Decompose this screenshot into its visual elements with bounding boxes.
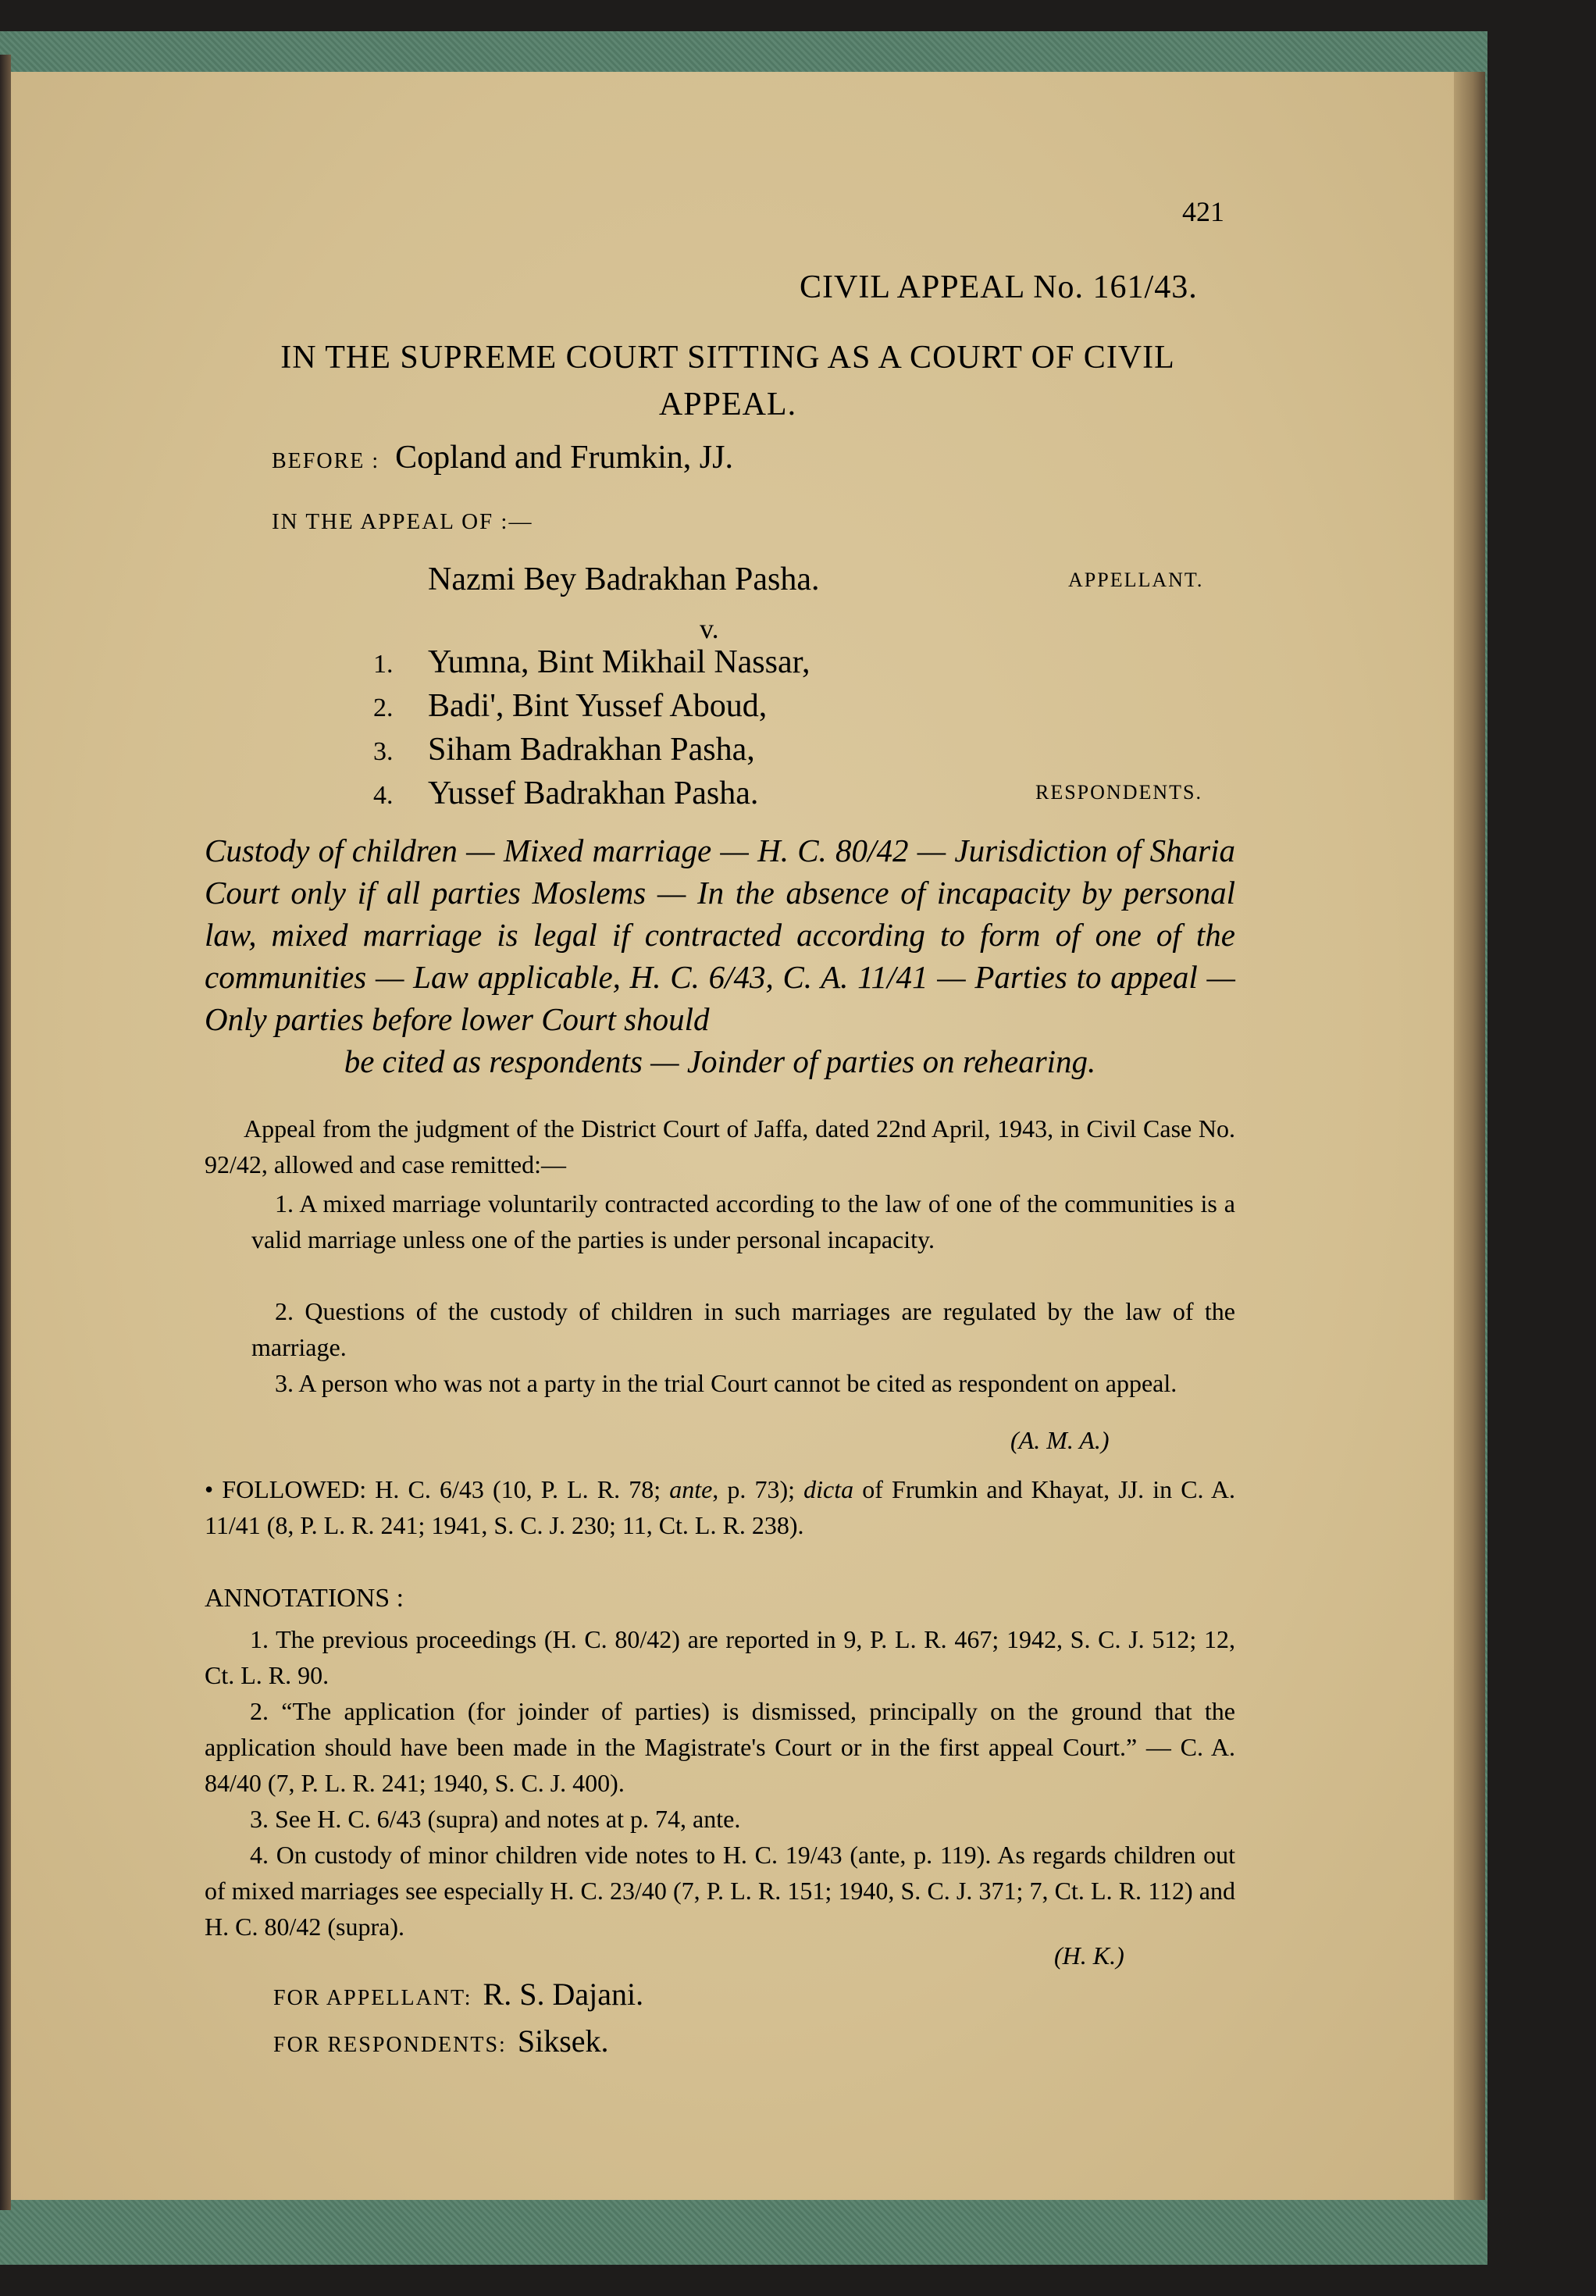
counsel-name: Siksek.: [517, 2023, 609, 2059]
counsel-name: R. S. Dajani.: [483, 1977, 644, 2012]
respondent-number: 2.: [373, 693, 394, 722]
counsel-label: FOR RESPONDENTS:: [273, 2033, 507, 2057]
before-label: BEFORE :: [272, 449, 380, 473]
editor-initials: (A. M. A.): [1010, 1426, 1110, 1454]
case-number: CIVIL APPEAL No. 161/43.: [800, 269, 1198, 305]
respondent-number: 3.: [373, 737, 394, 766]
followed-ante: ante: [669, 1475, 713, 1503]
headnote-text: Custody of children — Mixed marriage — H. C. 80/42 — Jurisdiction of Sharia Court only if all parties Moslems — In the absence of incapacity by personal law, mixed marriage is legal if contracted according to form of one of the communities — Law applicable, H. C. 6/43, C. A. 11/41 — Parties to appeal — Only parties before lower Court should: [205, 832, 1235, 1037]
counsel-appellant: [273, 1976, 643, 2013]
versus: v.: [700, 613, 719, 644]
holding-item: 1. A mixed marriage voluntarily contracted according to the law of one of the communities is a valid marriage unless one of the parties is under personal incapacity.: [251, 1189, 1235, 1253]
appellant-name: Nazmi Bey Badrakhan Pasha.: [428, 562, 820, 597]
headnote-last-line: be cited as respondents — Joinder of parties on rehearing.: [344, 1043, 1096, 1079]
in-the-appeal-of: IN THE APPEAL OF :—: [272, 509, 533, 534]
respondent-name: Siham Badrakhan Pasha,: [428, 732, 755, 768]
holding-item: 3. A person who was not a party in the trial Court cannot be cited as respondent on appeal.: [275, 1369, 1177, 1397]
page-edge: [1454, 72, 1485, 2200]
appellant-label: APPELLANT.: [1068, 569, 1204, 591]
annotation-item: 3. See H. C. 6/43 (supra) and notes at p. 74, ante.: [250, 1805, 741, 1833]
respondent-name: Yumna, Bint Mikhail Nassar,: [428, 644, 810, 680]
respondent-item: [373, 731, 755, 768]
followed-dicta: dicta: [803, 1475, 854, 1503]
followed-text: H. C. 6/43 (10, P. L. R. 78;: [375, 1475, 670, 1503]
annotations-heading: ANNOTATIONS :: [205, 1584, 404, 1613]
followed-text: , p. 73);: [712, 1475, 804, 1503]
followed-label: FOLLOWED:: [222, 1475, 367, 1503]
followed-text: of Frumkin and Khayat, JJ. in C. A. 11/41 (8, P. L. R. 241; 1941, S. C. J. 230; 11, Ct. L. R. 238).: [205, 1475, 1235, 1539]
annotation-item: 2. “The application (for joinder of parties) is dismissed, principally on the ground that the application should have been made in the Magistrate's Court or in the first appeal Court.” — C. A. 84/40 (7, P. L. R. 241; 1940, S. C. J. 400).: [205, 1697, 1235, 1797]
editor-initials: (H. K.): [1054, 1941, 1124, 1970]
before-row: [272, 439, 733, 476]
book-gutter: [0, 55, 11, 2210]
annotation-item: 1. The previous proceedings (H. C. 80/42) are reported in 9, P. L. R. 467; 1942, S. C. J. 512; 12, Ct. L. R. 90.: [205, 1625, 1235, 1689]
page-number: 421: [1182, 196, 1224, 227]
respondent-name: Yussef Badrakhan Pasha.: [428, 775, 759, 811]
judges: Copland and Frumkin, JJ.: [395, 440, 733, 476]
counsel-label: FOR APPELLANT:: [273, 1986, 472, 2010]
respondent-number: 1.: [373, 650, 394, 679]
annotation-item: 4. On custody of minor children vide notes to H. C. 19/43 (ante, p. 119). As regards children out of mixed marriages see especially H. C. 23/40 (7, P. L. R. 151; 1940, S. C. J. 371; 7, Ct. L. R. 112) and H. C. 80/42 (supra).: [205, 1841, 1235, 1941]
respondent-item: [373, 687, 767, 725]
respondent-item: [373, 644, 810, 681]
appeal-from: Appeal from the judgment of the District Court of Jaffa, dated 22nd April, 1943, in Civil Case No. 92/42, allowed and case remitted:—: [205, 1114, 1235, 1178]
holding-item: 2. Questions of the custody of children in such marriages are regulated by the law of the marriage.: [251, 1297, 1235, 1361]
court-heading: IN THE SUPREME COURT SITTING AS A COURT OF CIVIL APPEAL.: [280, 340, 1175, 422]
counsel-respondents: [273, 2023, 609, 2059]
respondent-name: Badi', Bint Yussef Aboud,: [428, 688, 768, 724]
respondents-label: RESPONDENTS.: [1035, 781, 1202, 804]
respondent-number: 4.: [373, 781, 394, 810]
followed-citations: • FOLLOWED: H. C. 6/43 (10, P. L. R. 78; ante, p. 73); dicta of Frumkin and Khayat, JJ. in C. A. 11/41 (8, P. L. R. 241; 1941, S. C. J. 230; 11, Ct. L. R. 238).: [205, 1475, 1235, 1539]
respondent-item: [373, 775, 758, 812]
headnote: [205, 829, 1235, 1082]
